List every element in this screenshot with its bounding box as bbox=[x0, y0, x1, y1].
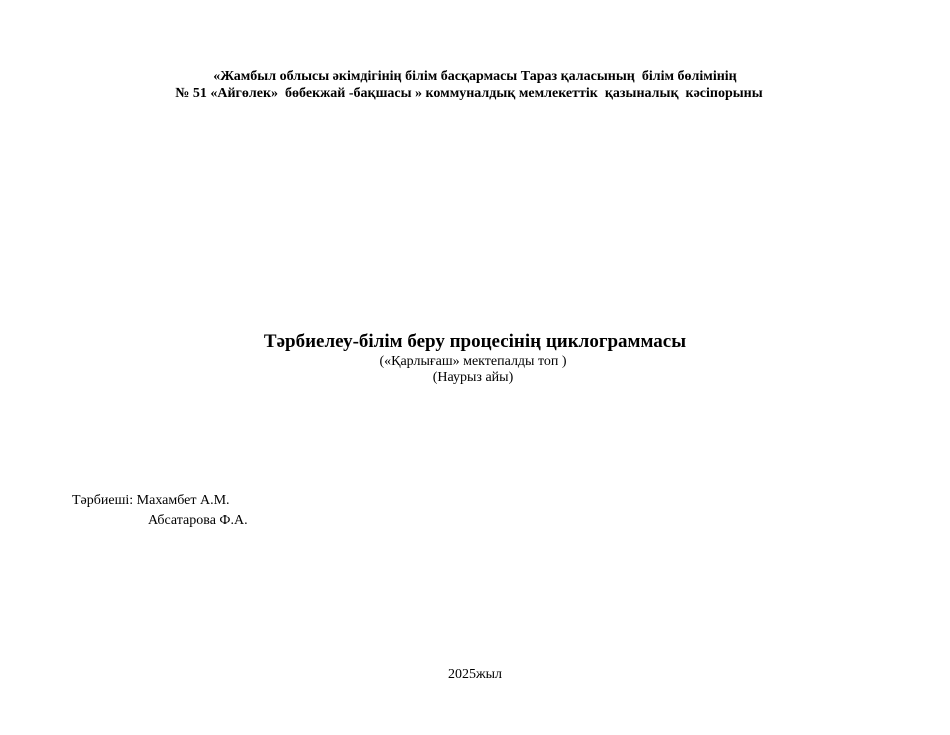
teachers-block bbox=[72, 491, 248, 531]
teacher-name: Абсатарова Ф.А. bbox=[148, 513, 248, 528]
group-name: («Қарлығаш» мектепалды топ ) bbox=[379, 354, 567, 369]
institution-header bbox=[0, 68, 950, 102]
document-title: Тәрбиелеу-білім беру процесінің циклограммасы bbox=[263, 331, 687, 352]
teacher-row-2 bbox=[72, 511, 248, 531]
month-name: (Наурыз айы) bbox=[432, 370, 514, 385]
document-year: 2025жыл bbox=[447, 667, 503, 682]
institution-header-line-1: «Жамбыл облысы әкімдігінің білім басқармасы Тараз қаласының білім бөлімінің bbox=[213, 69, 737, 84]
teacher-row-1 bbox=[72, 491, 248, 511]
title-block bbox=[0, 330, 950, 386]
teachers-label: Тәрбиеші: bbox=[72, 493, 134, 508]
institution-header-line-2: № 51 «Айгөлек» бөбекжай -бақшасы » коммуналдық мемлекеттік қазыналық кәсіпорыны bbox=[175, 86, 763, 101]
teacher-name: Махамбет А.М. bbox=[136, 493, 230, 508]
